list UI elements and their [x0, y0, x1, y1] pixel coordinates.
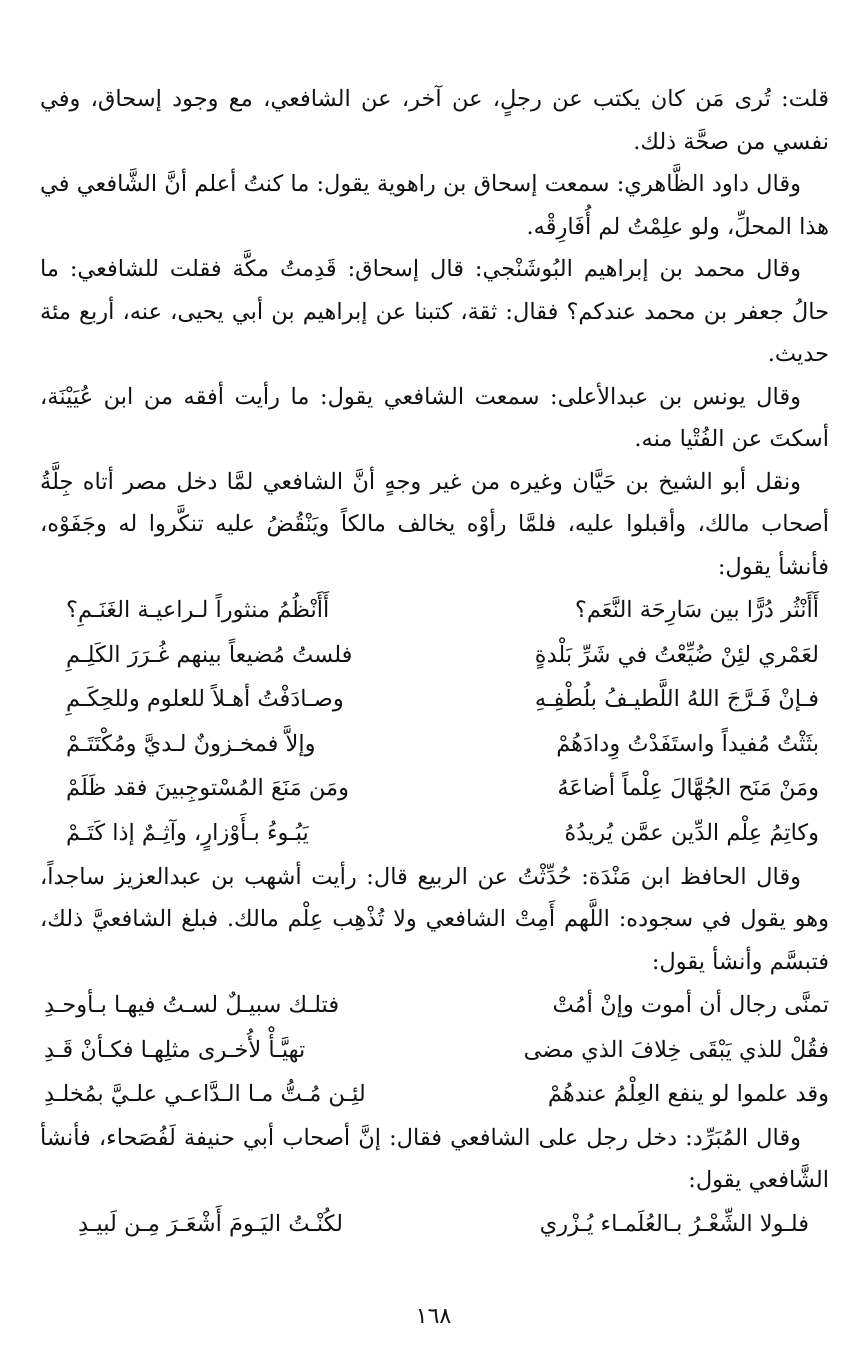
verse-first-hemistich: فلـولا الشِّعْـرُ بـالعُلَمـاء يُـزْري — [539, 1210, 809, 1237]
verse-second-hemistich: وإلاَّ فمخـزونٌ لـديَّ ومُكْتَتَـمْ — [66, 730, 316, 757]
paragraph-ibn-manda: وقال الحافظ ابن مَنْدَة: حُدِّثْتُ عن الربيع قال: رأيت أشهب بن عبدالعزيز ساجداً، وهو يقول في سجوده: اللَّهم أَمِتْ الشافعي ولا تُذْهِب عِلْم مالك. فبلغ الشافعيَّ ذلك، فتبسَّم وأنشأ يقول: — [40, 863, 829, 975]
paragraph-note-ishaq: قلت: تُرى مَن كان يكتب عن رجلٍ، عن آخر، عن الشافعي، مع وجود إسحاق، وفي نفسي من صحَّة ذلك. — [40, 86, 829, 155]
verse-first-hemistich: تمنَّى رجال أن أموت وإنْ أمُتْ — [552, 992, 829, 1019]
verse-first-hemistich: بثَثْتُ مُفيداً واستَفَدْتُ وِدادَهُمْ — [556, 730, 819, 757]
paragraph-abu-shaykh: ونقل أبو الشيخ بن حَيَّان وغيره من غير وجهٍ أنَّ الشافعي لمَّا دخل مصر أتاه جِلَّةُ أصحاب مالك، وأقبلوا عليه، فلمَّا رأوْه يخالف مالكاً ويَنْقُضُ عليه تنكَّروا له وجَفَوْه، فأنشأ يقول: — [40, 468, 829, 580]
verse-second-hemistich: وصـادَفْتُ أهـلاً للعلوم وللحِكَـمِ — [66, 686, 344, 713]
verse-first-hemistich: وكاتِمُ عِلْم الدِّين عمَّن يُريدُهُ — [564, 819, 819, 846]
verse-first-hemistich: فـإنْ فَـرَّجَ اللهُ اللَّطيـفُ بلُطْفِـهِ — [534, 686, 819, 713]
paragraph-dawud: وقال داود الظَّاهري: سمعت إسحاق بن راهوية يقول: ما كنتُ أعلم أنَّ الشَّافعي في هذا المحلِّ، ولو علِمْتُ لم أُفَارِقْه. — [40, 171, 829, 240]
verse-first-hemistich: فقُلْ للذي يَبْقَى خِلافَ الذي مضى — [523, 1036, 829, 1063]
verse-second-hemistich: أَأَنْظُمُ منثوراً لـراعيـة الغَنَـمِ؟ — [66, 597, 330, 623]
verse — [40, 722, 829, 767]
verse-second-hemistich: لئِـن مُـتُّ مـا الـدَّاعـي علـيَّ بمُخلـدِ — [44, 1081, 366, 1108]
verse — [40, 1028, 829, 1073]
poem-shir — [40, 1202, 829, 1247]
verse-first-hemistich: وقد علموا لو ينفع العِلْمُ عندهُمْ — [547, 1081, 829, 1108]
verse — [40, 588, 829, 633]
verse-second-hemistich: فلستُ مُضيعاً بينهم غُـرَرَ الكَلِـمِ — [66, 641, 353, 668]
verse — [40, 811, 829, 856]
poem-tamanna — [40, 983, 829, 1117]
verse-second-hemistich: ومَن مَنَعَ المُسْتوجِبينَ فقد ظَلَمْ — [66, 775, 349, 802]
verse — [40, 1202, 829, 1247]
poem-nazm — [40, 588, 829, 856]
verse-first-hemistich: أَأَنْثُر دُرًّا بين سَارِحَة النَّعَم؟ — [574, 597, 819, 623]
verse-second-hemistich: لكُنْـتُ اليَـومَ أَشْعَـرَ مِـن لَبيـدِ — [78, 1210, 343, 1237]
paragraph-mubarrad: وقال المُبَرِّد: دخل رجل على الشافعي فقال: إنَّ أصحاب أبي حنيفة لَفُصَحاء، فأنشأ الشَّافعي يقول: — [40, 1124, 829, 1194]
verse — [40, 677, 829, 722]
verse — [40, 1072, 829, 1117]
paragraph-yunus: وقال يونس بن عبدالأعلى: سمعت الشافعي يقول: ما رأيت أفقه من ابن عُيَيْنَة، أسكتَ عن الفُتْيا منه. — [40, 383, 829, 452]
verse — [40, 633, 829, 678]
verse — [40, 983, 829, 1028]
verse-second-hemistich: فتلـك سبيـلٌ لسـتُ فيهـا بـأوحـدِ — [44, 992, 340, 1019]
verse-first-hemistich: لعَمْري لئِنْ ضُيِّعْتُ في شَرِّ بَلْدةٍ — [534, 641, 819, 668]
verse-first-hemistich: ومَنْ مَنَح الجُهَّالَ عِلْماً أضاعَهُ — [557, 775, 819, 802]
verse — [40, 766, 829, 811]
verse-second-hemistich: تهيَّـأْ لأُخـرى مثلِهـا فكـأنْ قَـدِ — [44, 1036, 306, 1063]
page-number: ١٦٨ — [415, 1304, 452, 1329]
verse-second-hemistich: يَبُـوءُ بـأَوْزارٍ، وآثِـمٌ إذا كَتَـمْ — [66, 819, 309, 846]
paragraph-bushanji: وقال محمد بن إبراهيم البُوشَنْجي: قال إسحاق: قَدِمتُ مكَّة فقلت للشافعي: ما حالُ جعفر بن محمد عندكم؟ فقال: ثقة، كتبنا عن إبراهيم بن أبي يحيى، عنه، أربع مئة حديث. — [40, 256, 829, 367]
